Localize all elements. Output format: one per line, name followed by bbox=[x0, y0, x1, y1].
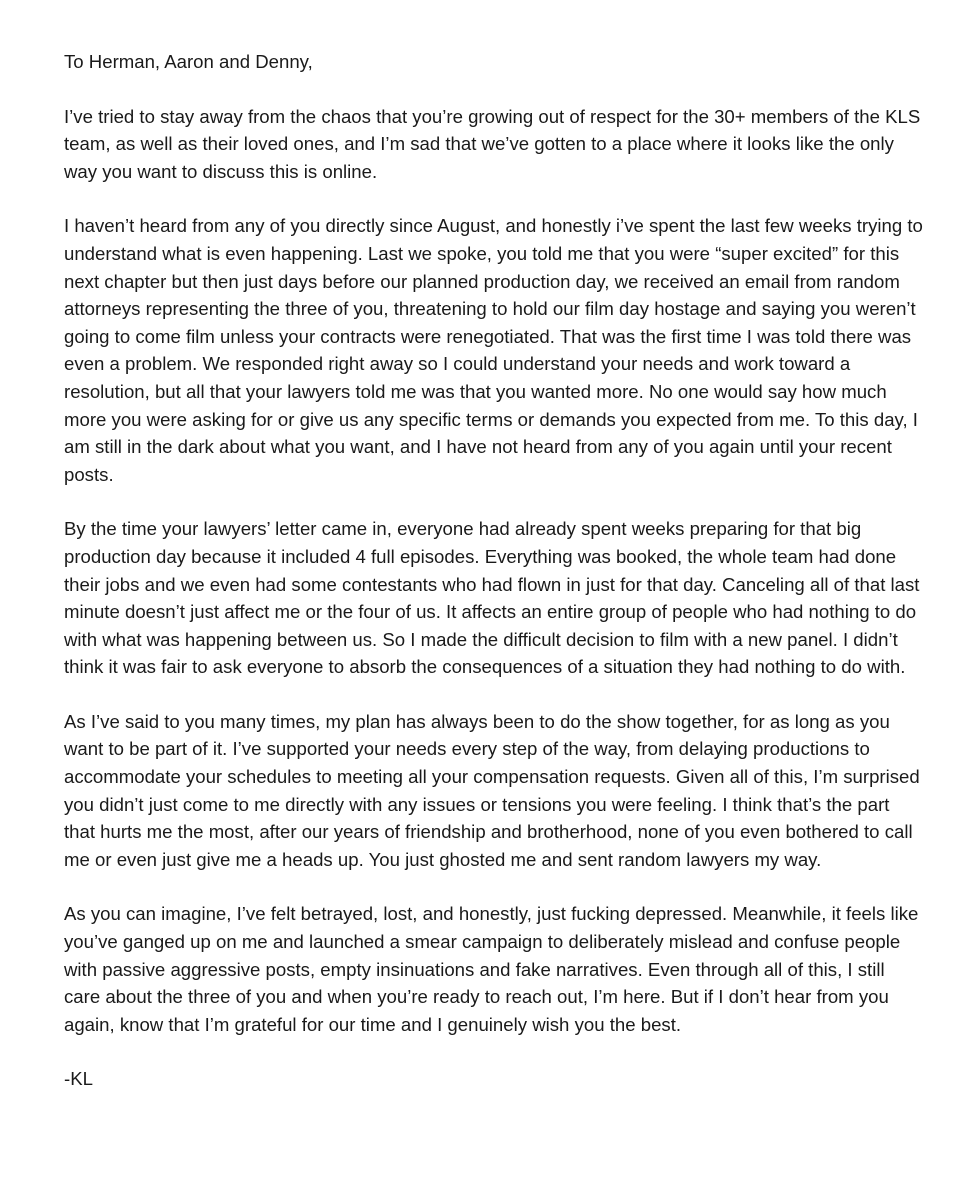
paragraph-2: I haven’t heard from any of you directly since August, and honestly i’ve spent the last few weeks trying to understand what is even happening. Last we spoke, you told me that you were “super excited” for this next chapter but then just days before our planned production day, we received an email from random attorneys representing the three of you, threatening to hold our film day hostage and saying you weren’t going to come film unless your contracts were renegotiated. That was the first time I was told there was even a problem. We responded right away so I could understand your needs and work toward a resolution, but all that your lawyers told me was that you wanted more. No one would say how much more you were asking for or give us any specific terms or demands you expected from me. To this day, I am still in the dark about what you want, and I have not heard from any of you again until your recent posts. bbox=[64, 215, 923, 485]
letter-body bbox=[64, 48, 924, 1093]
paragraph-5: As you can imagine, I’ve felt betrayed, lost, and honestly, just fucking depressed. Meanwhile, it feels like you’ve ganged up on me and launched a smear campaign to deliberately mislead and confuse people with passive aggressive posts, empty insinuations and fake narratives. Even through all of this, I still care about the three of you and when you’re ready to reach out, I’m here. But if I don’t hear from you again, know that I’m grateful for our time and I genuinely wish you the best. bbox=[64, 903, 919, 1035]
letter-greeting: To Herman, Aaron and Denny, bbox=[64, 51, 313, 72]
paragraph-4: As I’ve said to you many times, my plan has always been to do the show together, for as long as you want to be part of it. I’ve supported your needs every step of the way, from delaying productions to accommodate your schedules to meeting all your compensation requests. Given all of this, I’m surprised you didn’t just come to me directly with any issues or tensions you were feeling. I think that’s the part that hurts me the most, after our years of friendship and brotherhood, none of you even bothered to call me or even just give me a heads up. You just ghosted me and sent random lawyers my way. bbox=[64, 710, 920, 870]
letter-signoff: -KL bbox=[64, 1068, 93, 1090]
paragraph-3: By the time your lawyers’ letter came in, everyone had already spent weeks preparing for that big production day because it included 4 full episodes. Everything was booked, the whole team had done their jobs and we even had some contestants who had flown in just for that day. Canceling all of that last minute doesn’t just affect me or the four of us. It affects an entire group of people who had nothing to do with what was happening between us. So I made the difficult decision to film with a new panel. I didn’t think it was fair to ask everyone to absorb the consequences of a situation they had nothing to do with. bbox=[64, 518, 920, 678]
paragraph-1: I’ve tried to stay away from the chaos that you’re growing out of respect for the 30+ members of the KLS team, as well as their loved ones, and I’m sad that we’ve gotten to a place where it looks like the only way you want to discuss this is online. bbox=[64, 105, 921, 182]
